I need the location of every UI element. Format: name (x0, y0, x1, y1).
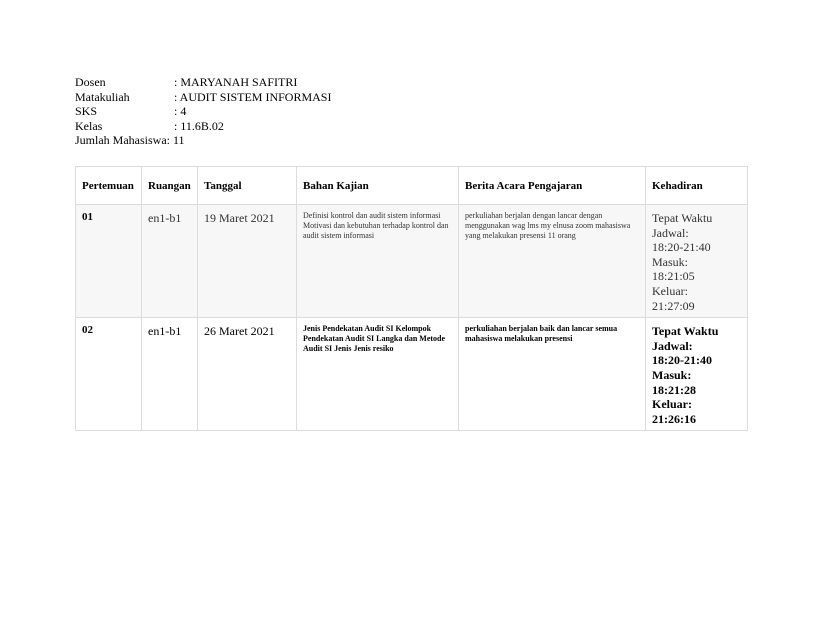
dosen-label: Dosen (75, 75, 106, 89)
kehadiran-jadwal-value: 18:20-21:40 (652, 353, 712, 368)
sks-value: : 4 (174, 104, 187, 119)
cell-pertemuan: 02 (76, 318, 142, 431)
kelas-value: : 11.6B.02 (174, 118, 224, 133)
kehadiran-jadwal-label: Jadwal: (652, 225, 689, 240)
info-row-jumlah (75, 133, 331, 148)
header-berita-acara: Berita Acara Pengajaran (459, 167, 646, 205)
jumlah-value: : 11 (166, 133, 185, 148)
course-info (75, 75, 331, 148)
kelas-label: Kelas (75, 118, 103, 133)
header-pertemuan: Pertemuan (76, 167, 142, 205)
cell-bahan-kajian: Definisi kontrol dan audit sistem informasi Motivasi dan kebutuhan terhadap kontrol dan audit sistem informasi (297, 205, 459, 318)
jumlah-label: Jumlah Mahasiswa (75, 133, 167, 148)
table-row (76, 318, 748, 431)
kehadiran-masuk-value: 18:21:28 (652, 382, 696, 397)
kehadiran-status: Tepat Waktu (652, 211, 713, 225)
kehadiran-masuk-label: Masuk: (652, 254, 688, 269)
header-bahan-kajian: Bahan Kajian (297, 167, 459, 205)
cell-berita-acara: perkuliahan berjalan dengan lancar dengan menggunakan wag lms my elnusa zoom mahasiswa yang melakukan presensi 11 orang (459, 205, 646, 318)
kehadiran-keluar-label: Keluar: (652, 397, 692, 412)
sks-label: SKS (75, 104, 98, 119)
header-tanggal: Tanggal (198, 167, 297, 205)
header-kehadiran: Kehadiran (646, 167, 748, 205)
matakuliah-label: Matakuliah (75, 89, 130, 104)
cell-ruangan: en1-b1 (142, 205, 198, 318)
kehadiran-keluar-value: 21:26:16 (652, 411, 696, 426)
kehadiran-masuk-label: Masuk: (652, 367, 692, 382)
cell-kehadiran (646, 205, 748, 318)
info-row-matakuliah (75, 90, 331, 105)
matakuliah-value: : AUDIT SISTEM INFORMASI (174, 89, 332, 104)
kehadiran-keluar-label: Keluar: (652, 283, 688, 298)
info-row-sks (75, 104, 331, 119)
attendance-table-wrap (75, 166, 747, 431)
table-header-row (76, 167, 748, 205)
cell-tanggal: 19 Maret 2021 (198, 205, 297, 318)
kehadiran-jadwal-value: 18:20-21:40 (652, 240, 711, 255)
kehadiran-masuk-value: 18:21:05 (652, 269, 695, 284)
info-row-dosen (75, 75, 331, 90)
cell-bahan-kajian: Jenis Pendekatan Audit SI Kelompok Pendekatan Audit SI Langka dan Metode Audit SI Jenis Jenis resiko (297, 318, 459, 431)
cell-kehadiran (646, 318, 748, 431)
cell-tanggal: 26 Maret 2021 (198, 318, 297, 431)
dosen-value: : MARYANAH SAFITRI (174, 75, 298, 89)
kehadiran-status: Tepat Waktu (652, 324, 719, 339)
cell-pertemuan: 01 (76, 205, 142, 318)
attendance-table (75, 166, 748, 431)
header-ruangan: Ruangan (142, 167, 198, 205)
cell-ruangan: en1-b1 (142, 318, 198, 431)
kehadiran-jadwal-label: Jadwal: (652, 338, 693, 353)
kehadiran-keluar-value: 21:27:09 (652, 298, 695, 313)
info-row-kelas (75, 119, 331, 134)
cell-berita-acara: perkuliahan berjalan baik dan lancar semua mahasiswa melakukan presensi (459, 318, 646, 431)
table-row (76, 205, 748, 318)
